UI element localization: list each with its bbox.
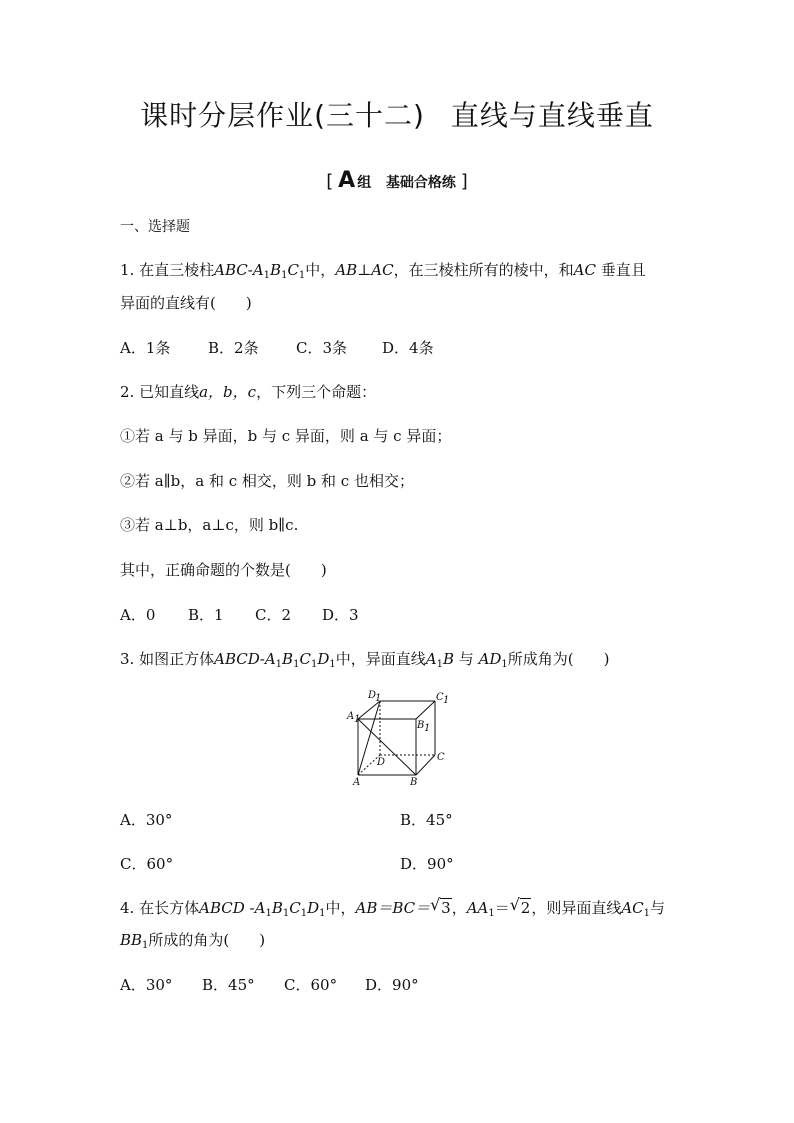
label-C: C — [437, 752, 445, 763]
q4-text-c: ，则异面直线 — [531, 899, 622, 917]
q3-options-row2 — [120, 853, 680, 875]
q2-option-a: A．0 — [120, 606, 156, 624]
q2-proposition-3: ③若 a⊥b，a⊥c，则 b∥c. — [120, 516, 299, 534]
q2-options — [120, 604, 680, 626]
q3-option-a: A．30° — [120, 811, 173, 829]
q1-option-d: D．4条 — [382, 339, 434, 357]
title-sub: 直线与直线垂直 — [450, 99, 654, 132]
q2-intro-vars: a，b，c — [199, 383, 257, 401]
q3-text-b: 中，异面直线 — [335, 650, 426, 668]
q1-text-a: 在直三棱柱 — [139, 261, 215, 279]
q2-intro-text: 已知直线 — [139, 383, 200, 401]
q4-option-d: D．90° — [365, 976, 419, 994]
label-D: D — [377, 757, 386, 768]
q2-proposition-2: ②若 a∥b，a 和 c 相交，则 b 和 c 也相交； — [120, 472, 414, 490]
q1-option-c: C．3条 — [296, 339, 348, 357]
q1-text-d: 垂直且 — [600, 261, 646, 279]
q3-text-c: 与 — [458, 650, 474, 668]
q2-option-b: B．1 — [188, 606, 224, 624]
page-title — [0, 94, 794, 134]
label-C1: C — [436, 692, 444, 703]
q4-number: 4. — [120, 899, 135, 917]
sqrt-2: √ 2 — [509, 895, 531, 917]
group-heading — [0, 168, 794, 193]
q4-eq2: AA — [466, 899, 489, 917]
q3-options-row1 — [120, 809, 680, 831]
label-A1: A — [347, 711, 355, 722]
q2-number: 2. — [120, 383, 135, 401]
q4-text-d: 与 — [650, 899, 666, 917]
q3-option-c: C．60° — [120, 855, 174, 873]
q1-line1: 1. 在直三棱柱ABC-$A_1B_1C_1$中，AB⊥AC，在三棱柱所有的棱中，和AC 垂直且 — [120, 261, 646, 281]
q2-option-d: D．3 — [322, 606, 359, 624]
q1-line2: 异面的直线有( ) — [120, 294, 252, 312]
q2-intro-end: ，下列三个命题： — [256, 383, 377, 401]
q3-option-b: B．45° — [400, 811, 453, 829]
q2-intro — [120, 381, 680, 403]
q1-option-a: A．1条 — [120, 339, 171, 357]
q4-line1: 4. 在长方体ABCD $-A_1B_1C_1D_1$中，AB＝BC＝ √ 3，$AA_1=$ √ 2，则异面直线$AC_1$与 — [120, 895, 666, 919]
q1-text-c: ，在三棱柱所有的棱中，和 — [393, 261, 574, 279]
label-A1-sub: 1 — [354, 714, 361, 725]
label-B1-sub: 1 — [424, 723, 431, 734]
q3-number: 3. — [120, 650, 135, 668]
q3-text-a: 如图正方体 — [139, 650, 215, 668]
q4-text-b: 中， — [325, 899, 356, 917]
q2-question: 其中，正确命题的个数是( ) — [120, 561, 327, 579]
label-B1: B — [417, 720, 425, 731]
label-D1-sub: 1 — [375, 693, 382, 704]
q1-number: 1. — [120, 261, 135, 279]
label-C1-sub: 1 — [443, 695, 450, 706]
sqrt-3: √ 3 — [430, 895, 451, 917]
label-B: B — [410, 777, 418, 788]
label-D1: D — [368, 690, 377, 701]
bracket-right: ] — [460, 171, 468, 192]
section-heading: 一、选择题 — [120, 219, 190, 235]
q1-options — [120, 337, 680, 359]
q4-options — [120, 974, 680, 996]
q1-text-b: 中， — [305, 261, 336, 279]
group-label: 基础合格练 — [385, 175, 456, 191]
group-name: 组 — [357, 175, 372, 191]
q4-text-a: 在长方体 — [139, 899, 200, 917]
q3-option-d: D．90° — [400, 855, 454, 873]
q4-line2-end: 所成的角为( ) — [148, 931, 266, 949]
q3-text-d: 所成角为( ) — [507, 650, 610, 668]
label-A: A — [353, 777, 361, 788]
q1-option-b: B．2条 — [208, 339, 259, 357]
q4-eq1: AB＝BC＝ — [355, 899, 431, 917]
q2-option-c: C．2 — [255, 606, 292, 624]
q2-proposition-1: ①若 a 与 b 异面，b 与 c 异面，则 a 与 c 异面； — [120, 427, 452, 445]
bracket-left: [ — [326, 171, 334, 192]
q4-option-c: C．60° — [284, 976, 338, 994]
q4-option-b: B．45° — [202, 976, 255, 994]
q3-text: 3. 如图正方体ABCD-$A_1B_1C_1D_1$中，异面直线$A_1B$ 与 $AD_1$所成角为( ) — [120, 650, 610, 670]
group-letter: A — [338, 168, 356, 193]
title-main: 课时分层作业(三十二) — [140, 99, 425, 132]
q4-option-a: A．30° — [120, 976, 173, 994]
q4-line2: $BB_1$所成的角为( ) — [120, 931, 266, 951]
cube-figure — [340, 688, 455, 788]
